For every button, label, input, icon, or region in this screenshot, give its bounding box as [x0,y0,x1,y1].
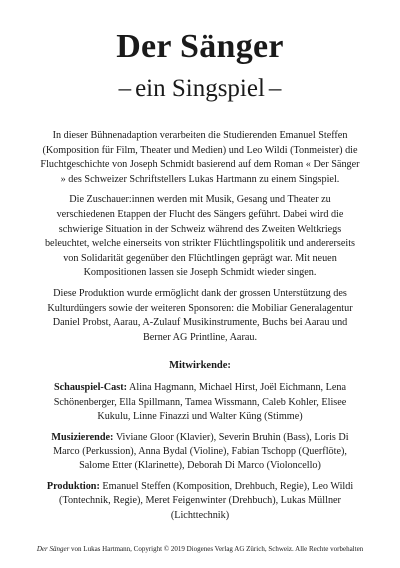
subtitle-text: ein Singspiel [135,75,265,102]
page-title: Der Sänger [116,28,284,65]
intro-paragraph-2: Die Zuschauer:innen werden mit Musik, Gesang und Theater zu verschiedenen Etappen der Flucht des Sängers geführt. Dabei wird die schwierige Situation in der Schweiz während des Zweiten Weltkriegs beleuchtet, welche einerseits von strikter Flüchtlingspolitik und andererseits von Solidarität gegenüber den Flüchtlingen geprägt war. Mit neuen Kompositionen lassen sie Joseph Schmidt wieder singen. [44,194,356,279]
subtitle-dash-right: – [268,75,282,102]
credits-cast [40,381,360,424]
footer-copyright-text: von Lukas Hartmann, Copyright © 2019 Diogenes Verlag AG Zürich, Schweiz. Alle Rechte vorbehalten [69,545,364,553]
credits-production [40,480,360,523]
production-text: Emanuel Steffen (Komposition, Drehbuch, Regie), Leo Wildi (Tontechnik, Regie), Meret Feigenwinter (Drehbuch), Lukas Müllner (Lichttechnik) [59,480,354,521]
credits-music [40,431,360,474]
copyright-footer [0,545,400,554]
cast-text: Alina Hagmann, Michael Hirst, Joël Eichmann, Lena Schönenberger, Ella Spillmann, Tamea Wissmann, Caleb Kohler, Elisee Kukulu, Linne Finazzi und Walter Küng (Stimme) [53,382,347,423]
production-label: Produktion: [46,480,100,492]
subtitle-dash-left: – [118,75,132,102]
footer-work-title: Der Sänger [36,545,70,553]
credits-heading: Mitwirkende: [169,360,231,372]
cast-label: Schauspiel-Cast: [53,382,128,394]
music-text: Viviane Gloor (Klavier), Severin Bruhin (Bass), Loris Di Marco (Perkussion), Anna Bydal (Violine), Fabian Tschopp (Querflöte), Salome Etter (Klarinette), Deborah Di Marco (Violoncello) [53,431,349,472]
intro-paragraph-3: Diese Produktion wurde ermöglicht dank der grossen Unterstützung des Kulturdüngers sowie der weiteren Sponsoren: die Mobiliar Generalagentur Daniel Probst, Aarau, A-Zulauf Musikinstrumente, Buchs bei Aarau und Berner AG Printline, Aarau. [47,287,353,343]
music-label: Musizierende: [51,431,114,443]
intro-section [40,129,360,345]
credits-section [40,381,360,523]
page-subtitle [40,74,360,104]
intro-paragraph-1: In dieser Bühnenadaption verarbeiten die Studierenden Emanuel Steffen (Komposition für Film, Theater und Medien) und Leo Wildi (Tonmeister) die Fluchtgeschichte von Joseph Schmidt basierend auf dem Roman « Der Sänger » des Schweizer Schriftstellers Lukas Hartmann zu einem Singspiel. [40,130,360,185]
